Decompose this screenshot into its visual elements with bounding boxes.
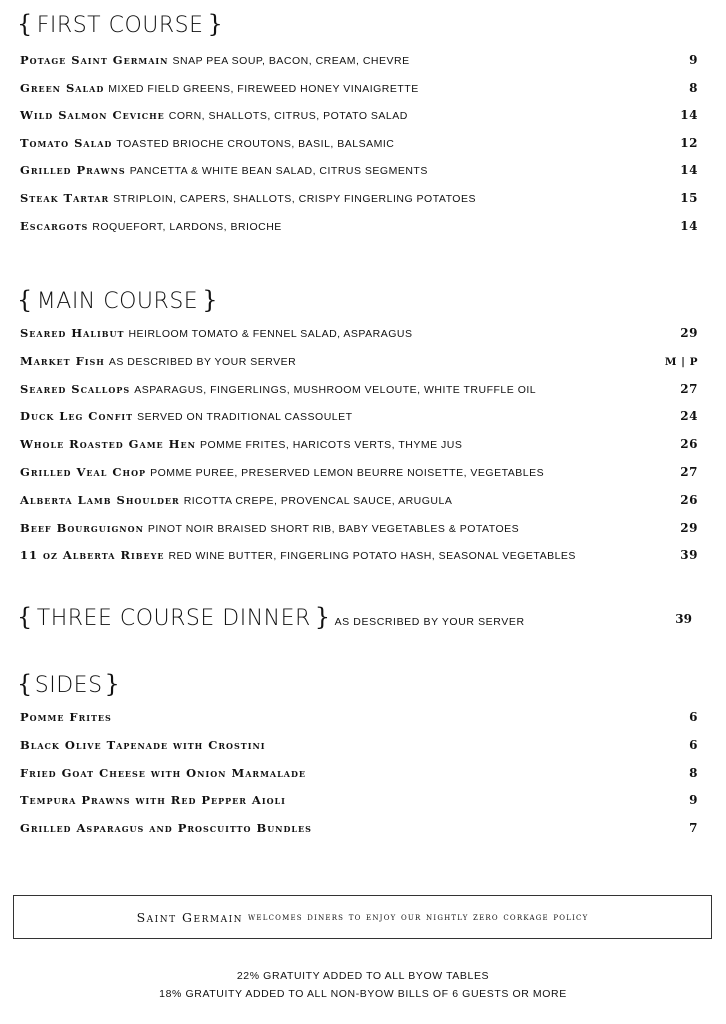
menu-item: [20, 81, 698, 97]
item-price: 8: [689, 766, 698, 780]
item-price: 7: [689, 821, 698, 835]
item-price: 6: [689, 738, 698, 752]
menu-item: [20, 493, 698, 509]
main-course-heading: [17, 286, 218, 314]
item-description: ASPARAGUS, FINGERLINGS, MUSHROOM VELOUTE, WHITE TRUFFLE OIL: [134, 384, 537, 396]
first-course-title: FIRST COURSE: [36, 13, 204, 38]
item-name: Tempura Prawns with Red Pepper Aioli: [20, 793, 286, 807]
side-item: [20, 793, 698, 809]
item-name: Black Olive Tapenade with Crostini: [20, 738, 266, 752]
item-description: PANCETTA & WHITE BEAN SALAD, CITRUS SEGMENTS: [129, 165, 428, 177]
menu-item: [20, 521, 698, 537]
open-brace: {: [17, 286, 33, 314]
menu-item: [20, 548, 698, 564]
close-brace: }: [314, 603, 331, 631]
close-brace: }: [202, 286, 218, 314]
item-name: Grilled Asparagus and Proscuitto Bundles: [20, 821, 312, 835]
corkage-notice: [13, 895, 712, 939]
close-brace: }: [207, 10, 224, 38]
item-name: Pomme Frites: [20, 710, 112, 724]
item-description: RICOTTA CREPE, PROVENCAL SAUCE, ARUGULA: [183, 495, 453, 507]
corkage-message: welcomes diners to enjoy our nightly zero corkage policy: [248, 911, 589, 923]
menu-item: [20, 465, 698, 481]
item-name: Beef Bourguignon: [20, 521, 144, 535]
three-course-description: AS DESCRIBED BY YOUR SERVER: [334, 616, 525, 628]
item-description: STRIPLOIN, CAPERS, SHALLOTS, CRISPY FINGERLING POTATOES: [113, 193, 476, 205]
item-price: 14: [680, 219, 698, 233]
gratuity-note-large-party: 18% GRATUITY ADDED TO ALL NON-BYOW BILLS OF 6 GUESTS OR MORE: [159, 988, 567, 1000]
item-price: 8: [689, 81, 698, 95]
menu-item: [20, 163, 698, 179]
item-price: 27: [680, 465, 698, 479]
item-name: Fried Goat Cheese with Onion Marmalade: [20, 766, 307, 780]
menu-item: [20, 219, 698, 235]
menu-item: [20, 191, 698, 207]
side-item: [20, 710, 698, 726]
item-name: Alberta Lamb Shoulder: [20, 493, 180, 507]
menu-item: [20, 409, 698, 425]
item-description: PINOT NOIR BRAISED SHORT RIB, BABY VEGETABLES & POTATOES: [147, 523, 520, 535]
item-name: Wild Salmon Ceviche: [20, 108, 165, 122]
item-price: 14: [680, 163, 698, 177]
item-price: M | P: [664, 356, 698, 368]
item-price: 6: [689, 710, 698, 724]
item-name: Tomato Salad: [20, 136, 113, 150]
side-item: [20, 821, 698, 837]
item-name: Green Salad: [20, 81, 105, 95]
item-name: Seared Halibut: [20, 326, 125, 340]
item-description: CORN, SHALLOTS, CITRUS, POTATO SALAD: [168, 110, 408, 122]
three-course-price: 39: [675, 612, 692, 626]
item-description: POMME PUREE, PRESERVED LEMON BEURRE NOISETTE, VEGETABLES: [150, 467, 545, 479]
item-price: 9: [689, 53, 698, 67]
gratuity-note-byow: 22% GRATUITY ADDED TO ALL BYOW TABLES: [236, 970, 490, 982]
item-price: 26: [680, 493, 698, 507]
item-description: AS DESCRIBED BY YOUR SERVER: [108, 356, 297, 368]
close-brace: }: [104, 670, 121, 698]
item-price: 26: [680, 437, 698, 451]
item-price: 27: [680, 382, 698, 396]
open-brace: {: [17, 670, 33, 698]
item-price: 15: [680, 191, 698, 205]
open-brace: {: [17, 10, 33, 38]
item-name: Grilled Veal Chop: [20, 465, 147, 479]
item-name: Whole Roasted Game Hen: [20, 437, 196, 451]
side-item: [20, 738, 698, 754]
side-item: [20, 766, 698, 782]
item-description: MIXED FIELD GREENS, FIREWEED HONEY VINAIGRETTE: [108, 83, 419, 95]
item-description: SNAP PEA SOUP, BACON, CREAM, CHEVRE: [172, 55, 410, 67]
menu-item: [20, 382, 698, 398]
item-description: POMME FRITES, HARICOTS VERTS, THYME JUS: [199, 439, 463, 451]
item-name: Potage Saint Germain: [20, 53, 169, 67]
menu-item: [20, 326, 698, 342]
sides-title: SIDES: [34, 673, 103, 698]
restaurant-name: Saint Germain: [136, 909, 244, 925]
item-description: HEIRLOOM TOMATO & FENNEL SALAD, ASPARAGUS: [128, 328, 413, 340]
item-name: 11 oz Alberta Ribeye: [20, 548, 165, 562]
sides-heading: [17, 670, 120, 698]
item-price: 29: [680, 326, 698, 340]
item-description: TOASTED BRIOCHE CROUTONS, BASIL, BALSAMIC: [116, 138, 395, 150]
three-course-heading: [17, 603, 525, 631]
menu-item: [20, 108, 698, 124]
item-name: Steak Tartar: [20, 191, 110, 205]
item-price: 24: [680, 409, 698, 423]
item-price: 14: [680, 108, 698, 122]
item-name: Grilled Prawns: [20, 163, 126, 177]
item-name: Escargots: [20, 219, 89, 233]
item-name: Duck Leg Confit: [20, 409, 134, 423]
item-price: 9: [689, 793, 698, 807]
menu-item: [20, 437, 698, 453]
three-course-title: THREE COURSE DINNER: [36, 606, 311, 631]
item-price: 29: [680, 521, 698, 535]
item-description: RED WINE BUTTER, FINGERLING POTATO HASH, SEASONAL VEGETABLES: [168, 550, 576, 562]
open-brace: {: [17, 603, 33, 631]
item-name: Market Fish: [20, 354, 105, 368]
item-name: Seared Scallops: [20, 382, 131, 396]
menu-item: [20, 136, 698, 152]
main-course-title: MAIN COURSE: [36, 289, 199, 314]
item-price: 12: [680, 136, 698, 150]
first-course-heading: [17, 10, 223, 38]
item-price: 39: [680, 548, 698, 562]
item-description: SERVED ON TRADITIONAL CASSOULET: [137, 411, 353, 423]
menu-item: [20, 53, 698, 69]
menu-item: [20, 354, 698, 370]
item-description: ROQUEFORT, LARDONS, BRIOCHE: [92, 221, 282, 233]
